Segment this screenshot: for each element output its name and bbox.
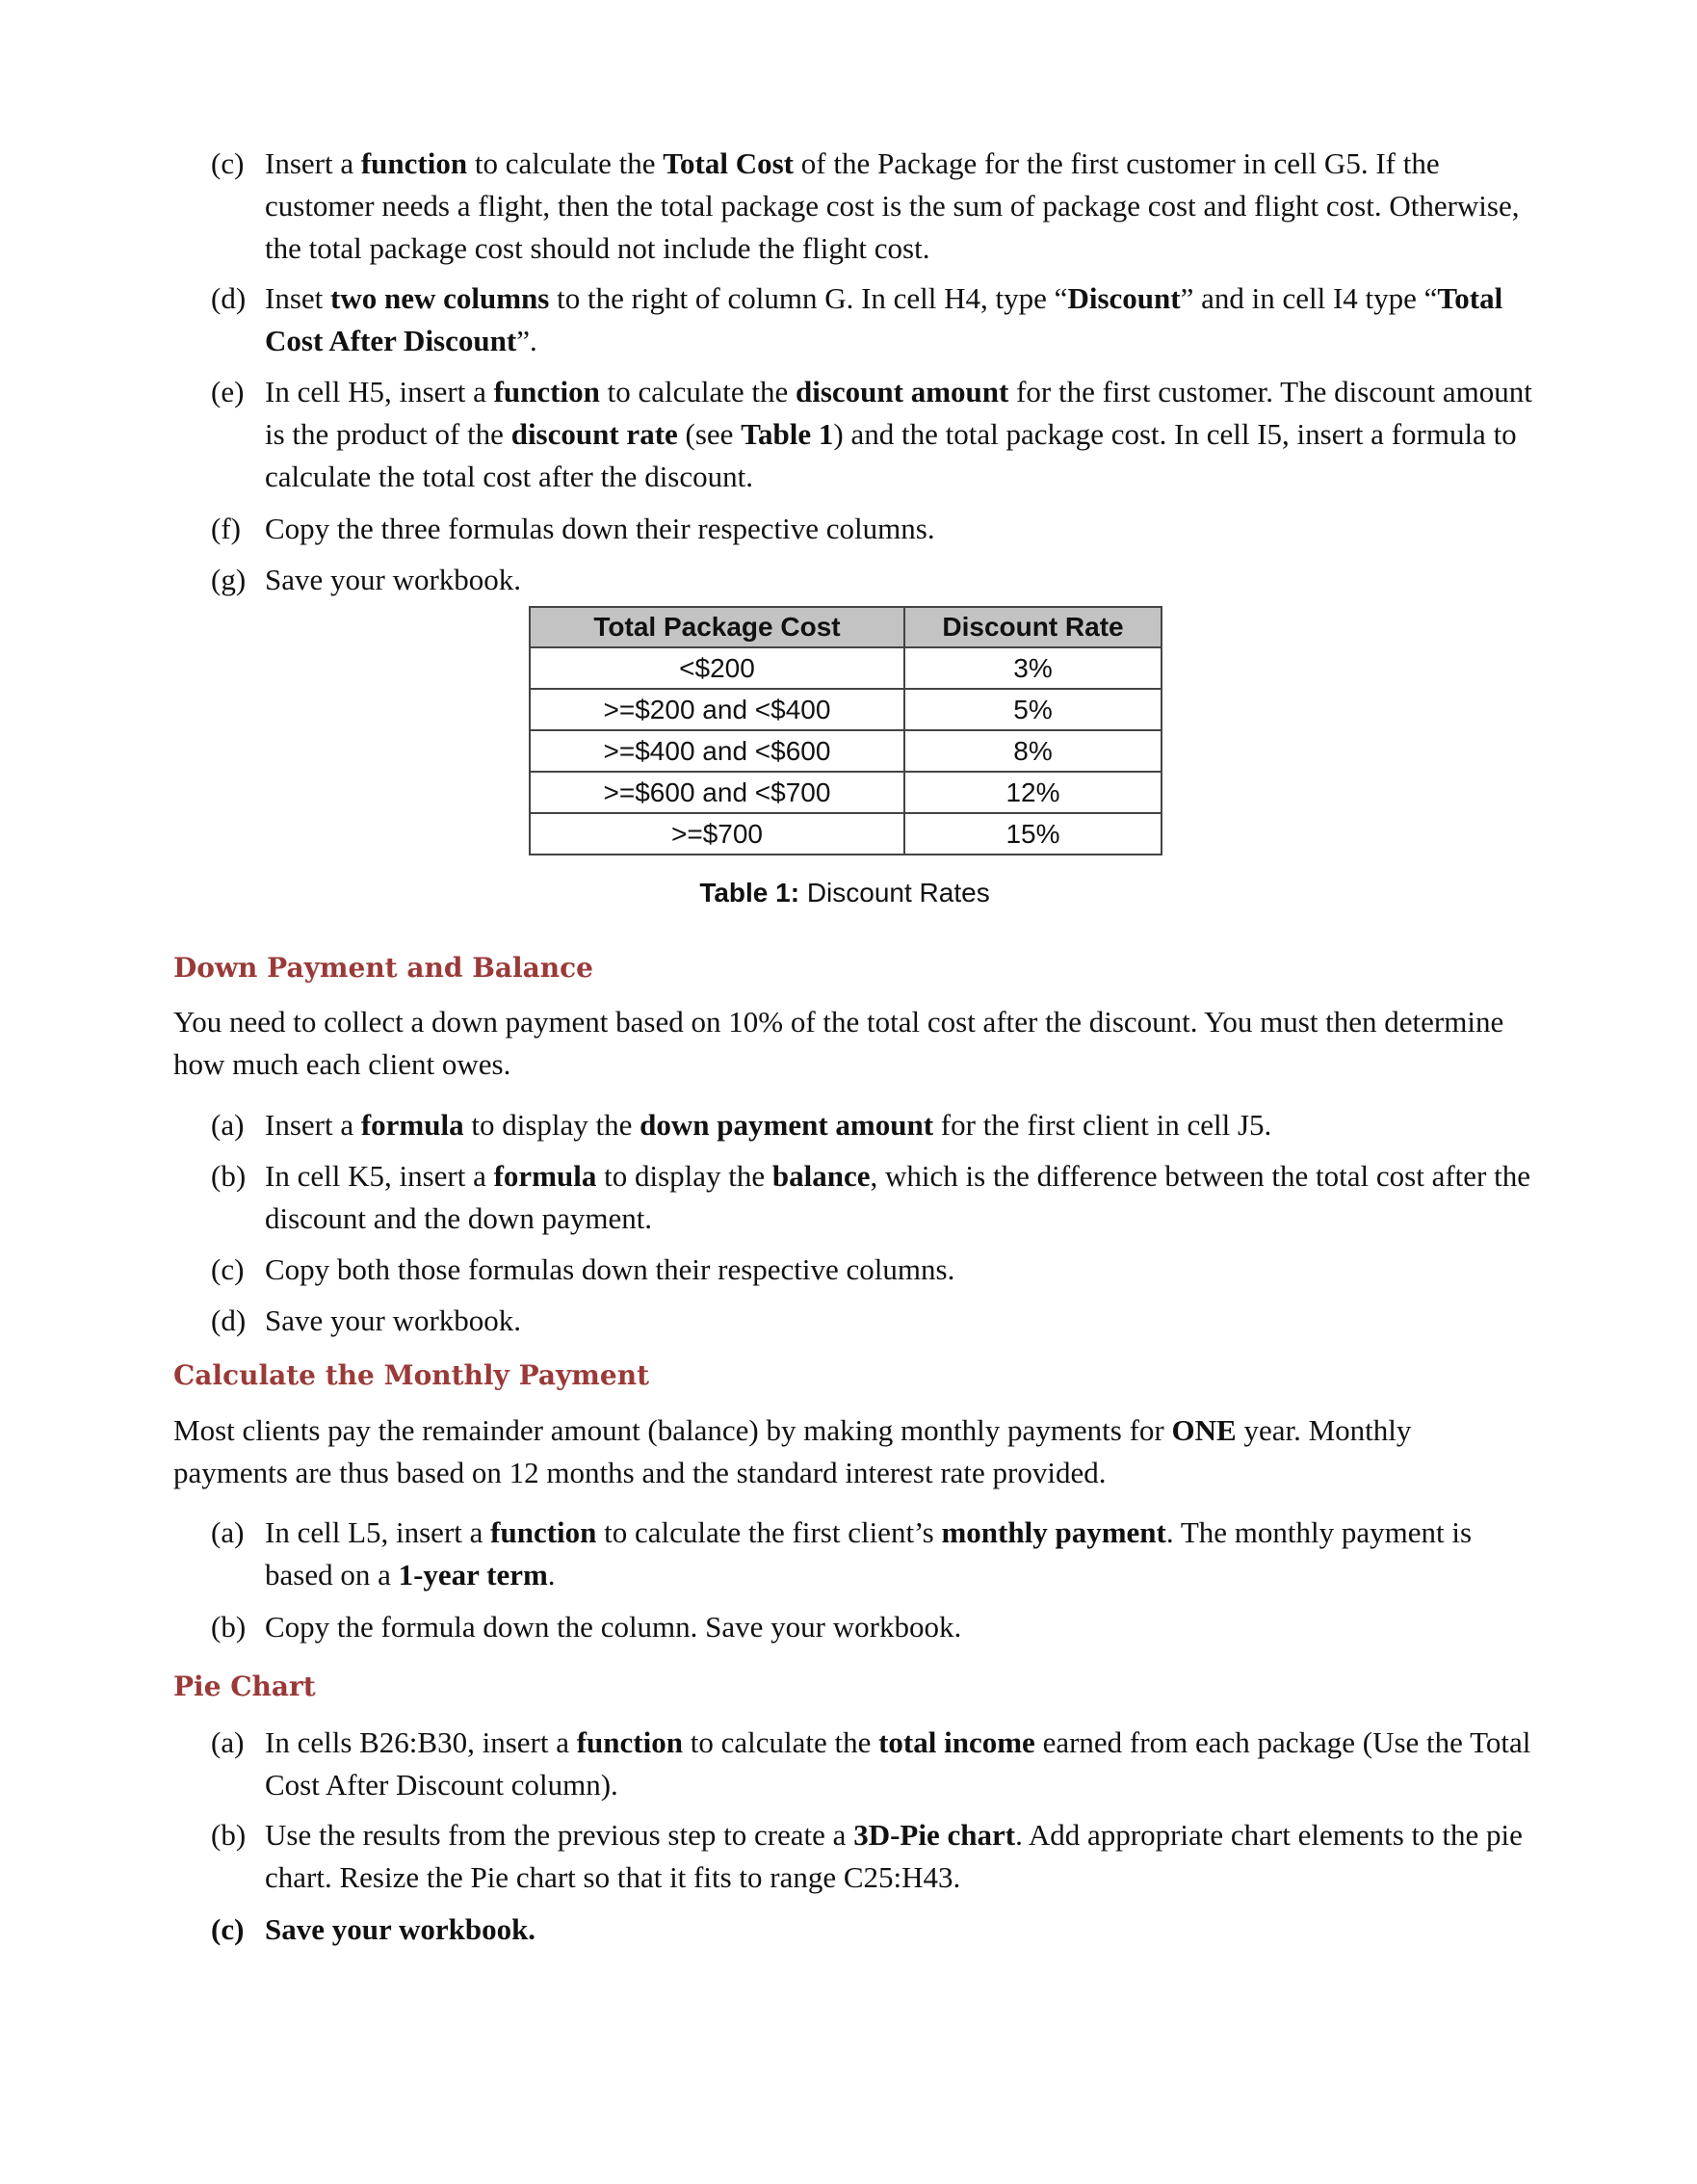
table-row xyxy=(530,647,1162,689)
list-marker: (b) xyxy=(211,1610,247,1644)
text-run: ) and the total package cost. In cell I5, insert a formula to calculate the total cost after the discount. xyxy=(265,417,1517,493)
text-run: ”. xyxy=(516,324,537,357)
item-d1 xyxy=(211,277,1532,362)
text-run: Insert a xyxy=(265,1108,361,1142)
item-b2 xyxy=(211,1155,1532,1240)
item-a3 xyxy=(211,1512,1532,1596)
item-b4 xyxy=(211,1814,1532,1899)
bold-text: discount rate xyxy=(510,417,678,451)
table-cell: >=$400 and <$600 xyxy=(530,730,904,772)
text-run: to calculate the xyxy=(599,375,796,408)
text-run: Copy the three formulas down their respective columns. xyxy=(265,512,935,545)
text-run: Copy both those formulas down their respective columns. xyxy=(265,1252,955,1286)
table-header: Total Package Cost xyxy=(530,607,904,647)
text-run: In cell K5, insert a xyxy=(265,1159,494,1193)
text-run: to calculate the xyxy=(682,1725,879,1759)
bold-text: function xyxy=(576,1725,683,1759)
heading-monthly-payment: Calculate the Monthly Payment xyxy=(173,1359,650,1391)
text-run: In cell L5, insert a xyxy=(265,1515,491,1549)
text-run: Save your workbook. xyxy=(265,563,522,596)
table-cell: >=$600 and <$700 xyxy=(530,772,904,813)
text-run: (see xyxy=(677,417,742,451)
paragraph xyxy=(173,1409,1531,1494)
table-cell: 12% xyxy=(904,772,1162,813)
bold-text: down payment amount xyxy=(640,1108,934,1142)
bold-text: ONE xyxy=(1171,1413,1237,1447)
bold-text: Discount xyxy=(1067,281,1181,315)
bold-text: 1-year term xyxy=(398,1558,548,1592)
text-run: You need to collect a down payment based on 10% of the total cost after the discount. You must then determine how much each client owes. xyxy=(173,1005,1504,1081)
table-cell: 15% xyxy=(904,813,1162,855)
table-cell: 8% xyxy=(904,730,1162,772)
list-marker: (f) xyxy=(211,512,241,545)
table-row xyxy=(530,730,1162,772)
list-marker: (d) xyxy=(211,1303,247,1337)
text-run: to the right of column G. In cell H4, type “ xyxy=(549,281,1068,315)
table-caption xyxy=(529,872,1161,914)
item-c4 xyxy=(211,1908,1532,1951)
table-row xyxy=(530,772,1162,813)
item-d2 xyxy=(211,1300,1532,1342)
item-g1 xyxy=(211,559,1532,601)
bold-text: discount amount xyxy=(795,375,1009,408)
item-e1 xyxy=(211,371,1532,498)
bold-text: formula xyxy=(360,1108,464,1142)
list-marker: (d) xyxy=(211,281,247,315)
text-run: earned from each package (Use the Total Cost After Discount column). xyxy=(265,1725,1531,1802)
text-run: to calculate the first client’s xyxy=(596,1515,942,1549)
item-a2 xyxy=(211,1104,1532,1146)
table-row xyxy=(530,689,1162,730)
paragraph xyxy=(173,1001,1531,1086)
bold-text: Total Cost After Discount xyxy=(265,281,1503,357)
text-run: , which is the difference between the total cost after the discount and the down payment. xyxy=(265,1159,1530,1235)
list-marker: (e) xyxy=(211,375,245,408)
caption-text: Discount Rates xyxy=(799,878,990,908)
text-run: Copy the formula down the column. Save your workbook. xyxy=(265,1610,962,1644)
text-run: Use the results from the previous step to create a xyxy=(265,1818,854,1852)
table-row xyxy=(530,813,1162,855)
text-run: . xyxy=(547,1558,556,1592)
list-marker: (g) xyxy=(211,563,247,596)
bold-text: Save your workbook. xyxy=(265,1912,536,1946)
table-cell: <$200 xyxy=(530,647,904,689)
text-run: of the Package for the first customer in cell G5. If the customer needs a flight, then the total package cost is the sum of package cost and flight cost. Otherwise, the total package cost should not include the flight cost. xyxy=(265,146,1520,265)
bold-text: function xyxy=(490,1515,597,1549)
bold-text: balance xyxy=(771,1159,871,1193)
list-marker: (c) xyxy=(211,1252,245,1286)
text-run: In cells B26:B30, insert a xyxy=(265,1725,577,1759)
table-header: Discount Rate xyxy=(904,607,1162,647)
text-run: to display the xyxy=(463,1108,640,1142)
list-marker: (b) xyxy=(211,1159,247,1193)
text-run: . Add appropriate chart elements to the pie chart. Resize the Pie chart so that it fits to range C25:H43. xyxy=(265,1818,1523,1894)
table-cell: 5% xyxy=(904,689,1162,730)
text-run: Inset xyxy=(265,281,331,315)
list-marker: (a) xyxy=(211,1515,245,1549)
item-c1 xyxy=(211,143,1532,270)
item-a4 xyxy=(211,1722,1532,1806)
bold-text: Total Cost xyxy=(663,146,795,180)
list-marker: (a) xyxy=(211,1725,245,1759)
text-run: for the first customer. The discount amount is the product of the xyxy=(265,375,1532,451)
caption-label: Table 1: xyxy=(699,878,800,908)
table-cell: >=$200 and <$400 xyxy=(530,689,904,730)
text-run: year. Monthly payments are thus based on 12 months and the standard interest rate provided. xyxy=(173,1413,1412,1489)
bold-text: function xyxy=(360,146,468,180)
text-run: Insert a xyxy=(265,146,361,180)
bold-text: two new columns xyxy=(330,281,550,315)
text-run: to calculate the xyxy=(467,146,664,180)
bold-text: Table 1 xyxy=(741,417,834,451)
bold-text: total income xyxy=(878,1725,1035,1759)
bold-text: formula xyxy=(493,1159,597,1193)
text-run: In cell H5, insert a xyxy=(265,375,494,408)
list-marker: (b) xyxy=(211,1818,247,1852)
table-cell: 3% xyxy=(904,647,1162,689)
bold-text: function xyxy=(493,375,600,408)
text-run: for the first client in cell J5. xyxy=(933,1108,1272,1142)
bold-text: 3D-Pie chart xyxy=(853,1818,1016,1852)
list-marker: (c) xyxy=(211,146,245,180)
text-run: to display the xyxy=(596,1159,772,1193)
item-f1 xyxy=(211,508,1532,550)
heading-pie-chart: Pie Chart xyxy=(173,1671,316,1702)
discount-rates-table xyxy=(529,606,1162,855)
item-b3 xyxy=(211,1606,1532,1648)
text-run: Most clients pay the remainder amount (balance) by making monthly payments for xyxy=(173,1413,1172,1447)
text-run: . The monthly payment is based on a xyxy=(265,1515,1473,1592)
bold-text: monthly payment xyxy=(941,1515,1166,1549)
table-cell: >=$700 xyxy=(530,813,904,855)
list-marker: (c) xyxy=(211,1912,245,1946)
heading-down-payment: Down Payment and Balance xyxy=(173,952,593,984)
text-run: Save your workbook. xyxy=(265,1303,522,1337)
text-run: ” and in cell I4 type “ xyxy=(1180,281,1438,315)
item-c2 xyxy=(211,1249,1532,1291)
list-marker: (a) xyxy=(211,1108,245,1142)
